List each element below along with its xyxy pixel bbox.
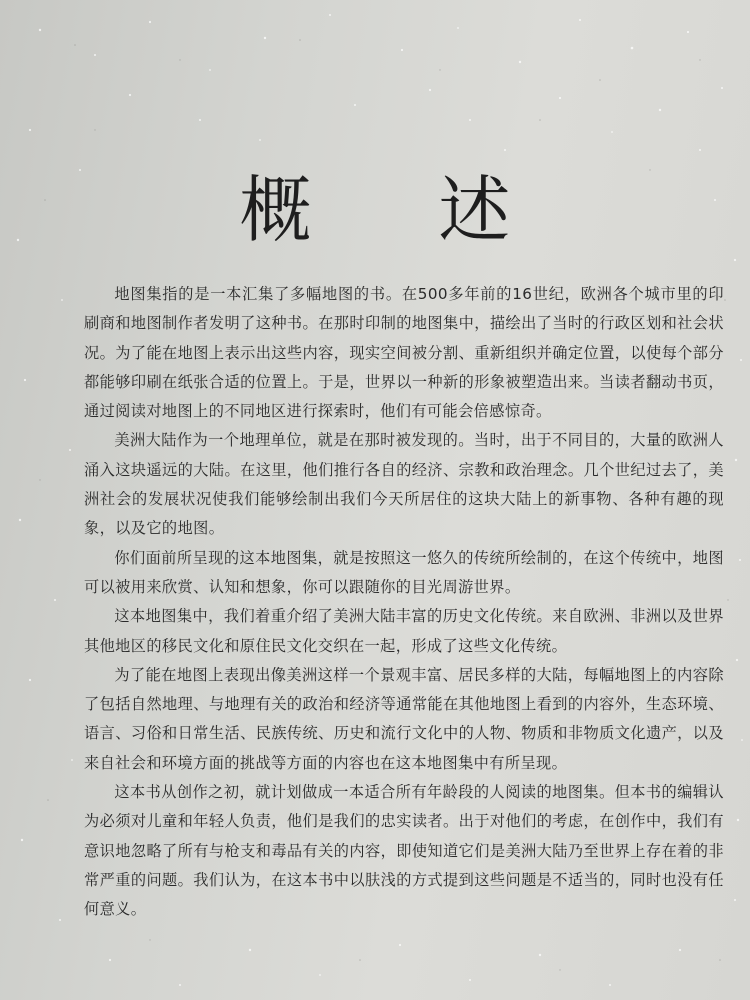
paragraph-3: 你们面前所呈现的这本地图集，就是按照这一悠久的传统所绘制的，在这个传统中，地图可以被用来欣赏、认知和想象，你可以跟随你的目光周游世界。: [84, 548, 724, 596]
paragraph-6: 这本书从创作之初，就计划做成一本适合所有年龄段的人阅读的地图集。但本书的编辑认为必须对儿童和年轻人负责，他们是我们的忠实读者。出于对他们的考虑，在创作中，我们有意识地忽略了所有与枪支和毒品有关的内容，即使知道它们是美洲大陆乃至世界上存在着的非常严重的问题。我们认为，在这本书中以肤浅的方式提到这些问题是不适当的，同时也没有任何意义。: [84, 783, 724, 919]
paragraph-2: 美洲大陆作为一个地理单位，就是在那时被发现的。当时，出于不同目的，大量的欧洲人涌入这块遥远的大陆。在这里，他们推行各自的经济、宗教和政治理念。几个世纪过去了，美洲社会的发展状况使我们能够绘制出我们今天所居住的这块大陆上的新事物、各种有趣的现象，以及它的地图。: [84, 431, 724, 538]
paragraph-4: 这本地图集中，我们着重介绍了美洲大陆丰富的历史文化传统。来自欧洲、非洲以及世界其他地区的移民文化和原住民文化交织在一起，形成了这些文化传统。: [84, 607, 724, 655]
overview-body: [84, 280, 724, 925]
paragraph-5: 为了能在地图上表现出像美洲这样一个景观丰富、居民多样的大陆，每幅地图上的内容除了包括自然地理、与地理有关的政治和经济等通常能在其他地图上看到的内容外，生态环境、语言、习俗和日常生活、民族传统、历史和流行文化中的人物、物质和非物质文化遗产，以及来自社会和环境方面的挑战等方面的内容也在这本地图集中有所呈现。: [84, 665, 724, 772]
page-title: 概 述: [239, 168, 563, 252]
paragraph-1: 地图集指的是一本汇集了多幅地图的书。在500多年前的16世纪，欧洲各个城市里的印刷商和地图制作者发明了这种书。在那时印制的地图集中，描绘出了当时的行政区划和社会状况。为了能在地图上表示出这些内容，现实空间被分割、重新组织并确定位置，以使每个部分都能够印刷在纸张合适的位置上。于是，世界以一种新的形象被塑造出来。当读者翻动书页，通过阅读对地图上的不同地区进行探索时，他们有可能会倍感惊奇。: [84, 285, 724, 421]
